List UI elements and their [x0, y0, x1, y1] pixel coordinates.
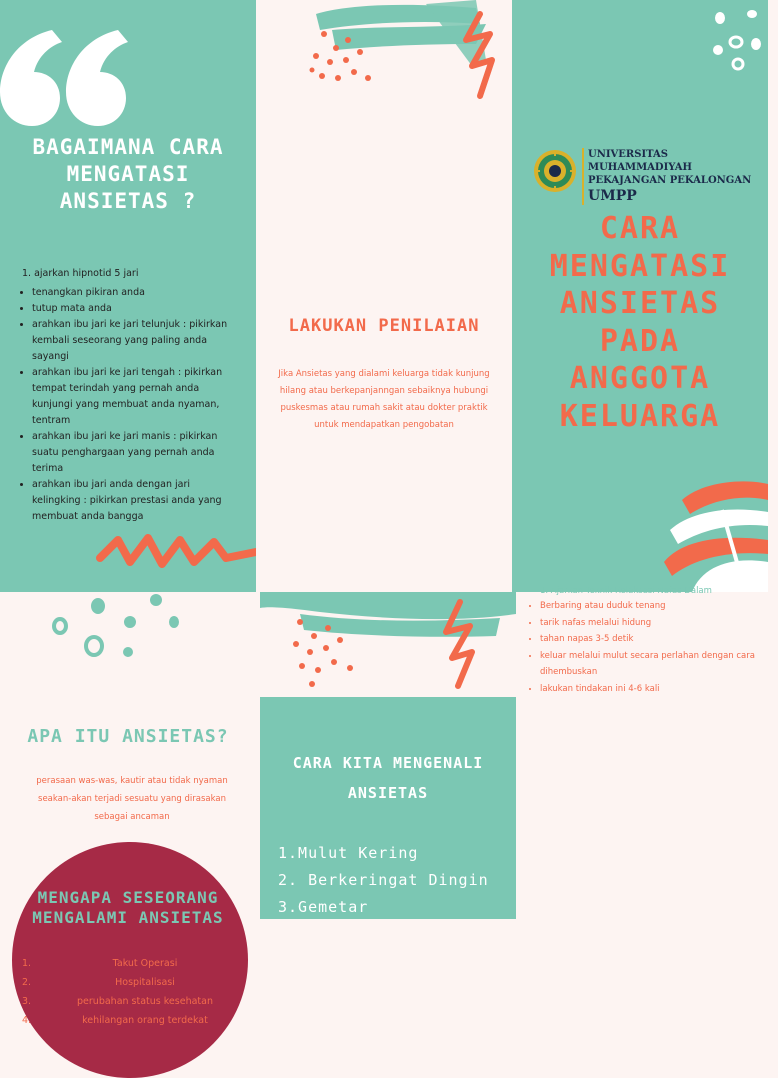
list-item: • tenangkan pikiran anda — [32, 285, 230, 301]
list-item: • arahkan ibu jari ke jari tengah : pikirkan tempat terindah yang pernah anda kunjungi yang membuat anda nyaman, tentram — [32, 365, 230, 429]
list-item: • arahkan ibu jari ke jari manis : pikirkan suatu penghargaan yang pernah anda terima — [32, 429, 230, 477]
cover-title-line: MENGATASI — [549, 248, 731, 284]
list-item — [22, 973, 238, 992]
cover-title-line: KELUARGA — [559, 398, 721, 434]
panel-relaxation — [516, 586, 768, 1024]
why-anxiety-heading-line: MENGAPA SESEORANG — [37, 888, 219, 907]
university-line1: UNIVERSITAS MUHAMMADIYAH — [588, 149, 692, 173]
hypnosis-steps-list — [18, 285, 230, 525]
hypnosis-steps — [18, 266, 230, 525]
list-item-text: kehilangan orang terdekat — [82, 1015, 208, 1026]
university-seal-icon — [532, 148, 578, 194]
list-item: • tutup mata anda — [32, 301, 230, 317]
list-item — [22, 992, 238, 1011]
why-anxiety-heading — [0, 888, 256, 928]
panel-cover — [512, 0, 768, 592]
list-item: • arahkan ibu jari anda dengan jari kelingking : pikirkan prestasi anda yang membuat anda bangga — [32, 477, 230, 525]
assessment-body: Jika Ansietas yang dialami keluarga tidak kunjung hilang atau berkepanjanngan sebaiknya hubungi puskesmas atau rumah sakit atau dokter praktik untuk mendapatkan pengobatan — [278, 369, 490, 430]
list-item: • Berbaring atau duduk tenang — [540, 598, 778, 615]
what-is-anxiety-heading: APA ITU ANSIETAS? — [27, 726, 229, 747]
why-anxiety-heading-line: MENGALAMI ANSIETAS — [32, 908, 224, 927]
cover-title-line: CARA — [599, 211, 681, 246]
quote-mark-icon — [0, 28, 140, 128]
recognize-heading-line: ANSIETAS — [347, 784, 429, 802]
list-item: • arahkan ibu jari ke jari telunjuk : pikirkan kembali seseorang yang paling anda sayangi — [32, 317, 230, 365]
panel-recognize-anxiety — [260, 592, 516, 919]
panel-assessment — [256, 0, 512, 592]
panel1-title — [0, 134, 256, 215]
dots-decoration-icon — [50, 592, 180, 664]
cover-title-line: ANGGOTA — [569, 361, 711, 396]
list-item — [22, 1011, 238, 1030]
list-item-number: 1. — [22, 958, 32, 969]
list-item-number: 2. — [22, 977, 32, 988]
assessment-heading: LAKUKAN PENILAIAN — [288, 316, 480, 336]
list-item-text: Hospitalisasi — [115, 977, 175, 988]
list-item: • tarik nafas melalui hidung — [540, 615, 778, 632]
relaxation-steps-list — [526, 598, 778, 697]
list-item-number: 3. — [22, 996, 32, 1007]
cover-title — [512, 210, 768, 435]
hypnosis-steps-lead: 1. ajarkan hipnotid 5 jari — [22, 268, 139, 279]
brush-dots-decoration-icon — [276, 0, 506, 110]
list-item-text: perubahan status kesehatan — [77, 996, 213, 1007]
list-item: 1.Mulut Kering — [278, 844, 419, 862]
symptoms-list — [278, 840, 508, 921]
brush-dots-decoration-icon — [260, 592, 516, 697]
reasons-list — [22, 954, 238, 1030]
recognize-heading — [260, 748, 516, 808]
list-item: 2. Berkeringat Dingin — [278, 871, 489, 889]
list-item: • keluar melalui mulut secara perlahan dengan cara dihembuskan — [540, 648, 778, 681]
relaxation-lead: 1. Ajarkan Teknik Relaksasi Nafas Dalam — [540, 586, 712, 596]
dots-decoration-icon — [708, 4, 768, 74]
panel1-title-line: MENGATASI — [66, 162, 190, 186]
cover-title-line: PADA — [599, 323, 681, 359]
list-item-text: Takut Operasi — [112, 958, 178, 969]
list-item: • tahan napas 3-5 detik — [540, 631, 778, 648]
cover-title-line: ANSIETAS — [559, 286, 721, 321]
university-name — [582, 148, 772, 205]
brush-stroke-decoration-icon — [662, 470, 768, 592]
panel-how-to-overcome — [0, 0, 256, 592]
panel1-title-line: BAGAIMANA CARA — [32, 135, 224, 159]
university-abbr: UMPP — [588, 188, 637, 204]
list-item: • lakukan tindakan ini 4-6 kali — [540, 681, 778, 698]
panel-what-is-anxiety — [0, 592, 256, 1024]
list-item: 3.Gemetar — [278, 898, 369, 916]
panel1-title-line: ANSIETAS ? — [59, 189, 197, 213]
university-line2: PEKAJANGAN PEKALONGAN — [588, 175, 752, 186]
zigzag-decoration-icon — [96, 518, 256, 578]
list-item — [22, 954, 238, 973]
what-is-anxiety-body: perasaan was-was, kautir atau tidak nyaman seakan-akan terjadi sesuatu yang dirasakan sebagai ancaman — [36, 776, 228, 822]
list-item-number: 4. — [22, 1015, 32, 1026]
recognize-heading-line: CARA KITA MENGENALI — [292, 754, 484, 772]
